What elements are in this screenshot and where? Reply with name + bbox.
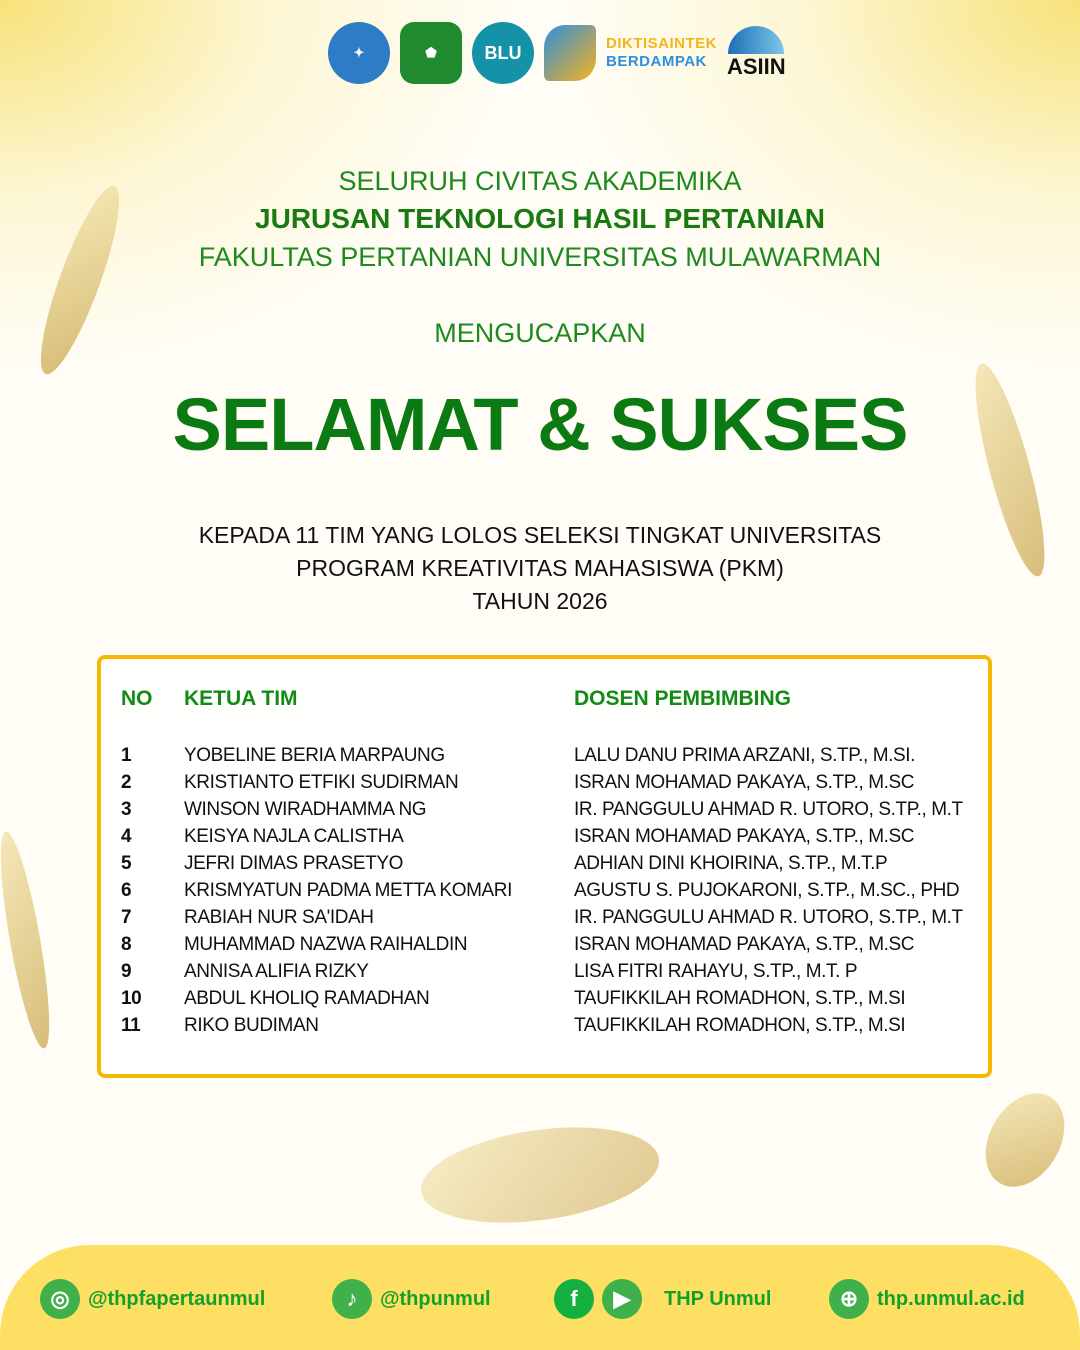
unmul-logo: ⬟ (400, 22, 462, 84)
row-ketua: WINSON WIRADHAMMA NG (184, 799, 427, 820)
website-link[interactable]: ⊕ thp.unmul.ac.id (829, 1279, 1025, 1319)
row-no: 9 (121, 961, 132, 982)
diktisaintek-logo (544, 25, 596, 81)
row-ketua: ANNISA ALIFIA RIZKY (184, 961, 369, 982)
row-dosen: ISRAN MOHAMAD PAKAYA, S.TP., M.SC (574, 934, 915, 955)
row-dosen: AGUSTU S. PUJOKARONI, S.TP., M.SC., PHD (574, 880, 960, 901)
globe-icon: ⊕ (829, 1279, 869, 1319)
partner-logos (328, 22, 786, 84)
row-ketua: KRISMYATUN PADMA METTA KOMARI (184, 880, 512, 901)
row-dosen: ISRAN MOHAMAD PAKAYA, S.TP., M.SC (574, 826, 915, 847)
column-header-ketua: KETUA TIM (184, 687, 298, 710)
column-header-dosen: DOSEN PEMBIMBING (574, 687, 792, 710)
row-ketua: JEFRI DIMAS PRASETYO (184, 853, 403, 874)
header-line1: SELURUH CIVITAS AKADEMIKA (338, 166, 742, 196)
youtube-icon: ▶ (602, 1279, 642, 1319)
blu-logo: BLU (472, 22, 534, 84)
confetti-decoration (415, 1114, 665, 1237)
subtitle: KEPADA 11 TIM YANG LOLOS SELEKSI TINGKAT UNIVERSITAS PROGRAM KREATIVITAS MAHASISWA (PKM) TAHUN 2026 (198, 522, 882, 614)
row-ketua: RABIAH NUR SA'IDAH (184, 907, 374, 928)
header-faculty: FAKULTAS PERTANIAN UNIVERSITAS MULAWARMAN (198, 242, 882, 272)
row-no: 4 (121, 826, 132, 847)
tiktok-link[interactable]: ♪ @thpunmul (332, 1279, 491, 1319)
row-ketua: MUHAMMAD NAZWA RAIHALDIN (184, 934, 468, 955)
tut-wuri-handayani-logo: ✦ (328, 22, 390, 84)
diktisaintek-wordmark: DIKTISAINTEK BERDAMPAK (606, 35, 717, 70)
facebook-youtube-link[interactable]: f ▶ THP Unmul (554, 1279, 771, 1319)
row-no: 10 (121, 988, 142, 1009)
row-dosen: IR. PANGGULU AHMAD R. UTORO, S.TP., M.T (574, 907, 963, 928)
row-no: 5 (121, 853, 132, 874)
row-no: 2 (121, 772, 132, 793)
column-header-no: NO (121, 687, 153, 710)
instagram-link[interactable]: ◎ @thpfapertaunmul (40, 1279, 265, 1319)
header-mengucapkan: MENGUCAPKAN (434, 318, 646, 348)
confetti-decoration (0, 829, 59, 1051)
row-no: 8 (121, 934, 132, 955)
row-ketua: KRISTIANTO ETFIKI SUDIRMAN (184, 772, 459, 793)
row-dosen: TAUFIKKILAH ROMADHON, S.TP., M.SI (574, 988, 906, 1009)
row-dosen: TAUFIKKILAH ROMADHON, S.TP., M.SI (574, 1015, 906, 1036)
header-department: JURUSAN TEKNOLOGI HASIL PERTANIAN (255, 203, 825, 234)
row-dosen: ADHIAN DINI KHOIRINA, S.TP., M.T.P (574, 853, 888, 874)
tiktok-icon: ♪ (332, 1279, 372, 1319)
asiin-logo: ASIIN (727, 26, 786, 80)
row-dosen: ISRAN MOHAMAD PAKAYA, S.TP., M.SC (574, 772, 915, 793)
row-ketua: ABDUL KHOLIQ RAMADHAN (184, 988, 430, 1009)
row-no: 11 (121, 1015, 141, 1036)
row-dosen: LALU DANU PRIMA ARZANI, S.TP., M.SI. (574, 745, 916, 766)
row-no: 3 (121, 799, 132, 820)
row-ketua: KEISYA NAJLA CALISTHA (184, 826, 404, 847)
row-no: 7 (121, 907, 132, 928)
row-no: 1 (121, 745, 132, 766)
instagram-icon: ◎ (40, 1279, 80, 1319)
row-dosen: LISA FITRI RAHAYU, S.TP., M.T. P (574, 961, 858, 982)
row-dosen: IR. PANGGULU AHMAD R. UTORO, S.TP., M.T (574, 799, 963, 820)
row-ketua: RIKO BUDIMAN (184, 1015, 319, 1036)
facebook-icon: f (554, 1279, 594, 1319)
row-ketua: YOBELINE BERIA MARPAUNG (184, 745, 445, 766)
confetti-decoration (970, 1079, 1080, 1201)
row-no: 6 (121, 880, 132, 901)
main-title: SELAMAT & SUKSES (172, 383, 908, 466)
